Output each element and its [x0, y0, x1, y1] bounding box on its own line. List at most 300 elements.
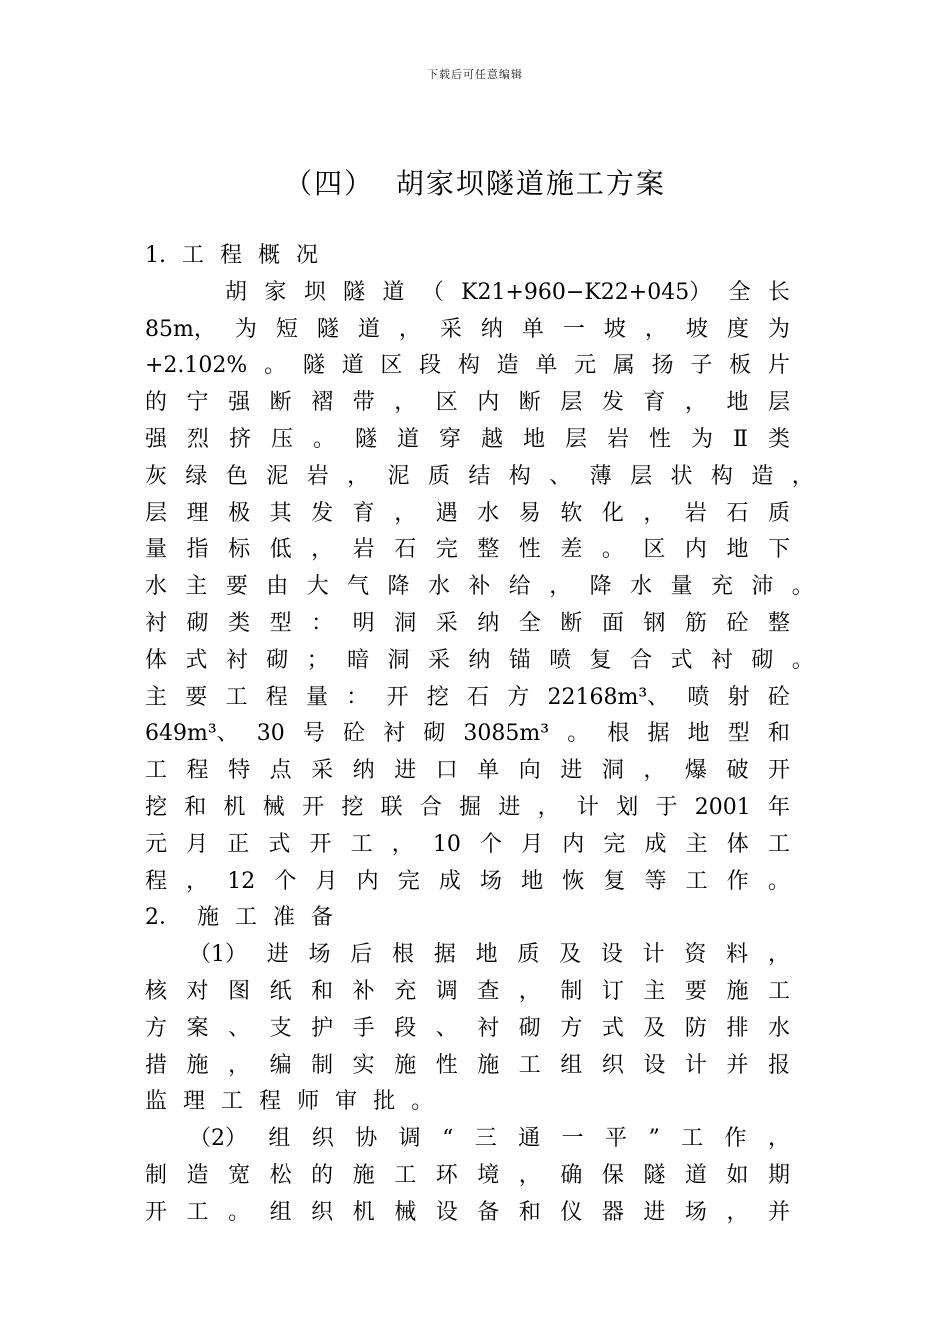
text-token: 带 [352, 390, 375, 416]
text-token: +2.102% [145, 353, 248, 379]
text-token: 岩 [306, 463, 329, 489]
text-line [145, 569, 814, 606]
text-token: 649m³、 [145, 721, 239, 747]
text-line [145, 716, 790, 753]
text-token: 地 [726, 537, 749, 563]
text-token: ， [549, 574, 572, 600]
text-token: ， [767, 942, 790, 968]
text-token: 机 [352, 1199, 375, 1225]
text-token: 织 [311, 1199, 334, 1225]
text-token: 衬 [710, 647, 733, 673]
text-token: 个 [479, 831, 502, 857]
text-line [145, 753, 790, 790]
text-token: 方 [507, 684, 530, 710]
text-token: 于 [655, 794, 678, 820]
text-token: 组 [268, 1126, 291, 1152]
text-token: 10 [432, 831, 461, 857]
text-token: 扬 [651, 353, 674, 379]
text-token: 核 [145, 978, 168, 1004]
text-token: 隧 [355, 426, 378, 452]
text-token: 喷 [687, 684, 710, 710]
text-token: 对 [186, 978, 209, 1004]
text-token: 造 [496, 353, 519, 379]
text-token: 式 [268, 831, 291, 857]
text-line [145, 1158, 790, 1195]
text-token: 锚 [508, 647, 531, 673]
text-token: 工 [394, 1162, 417, 1188]
text-token: 主 [685, 831, 708, 857]
text-token: 进 [394, 758, 417, 784]
text-token: 工 [225, 684, 248, 710]
text-token: 整 [477, 537, 500, 563]
text-line [145, 532, 790, 569]
text-token: 内 [562, 831, 585, 857]
text-line [145, 422, 790, 459]
text-token: 纳 [477, 610, 500, 636]
text-token: 大 [306, 574, 329, 600]
text-token: 面 [601, 610, 624, 636]
text-token: 织 [601, 1052, 624, 1078]
text-line [145, 1121, 790, 1158]
text-token: 断 [560, 610, 583, 636]
text-token: 主 [185, 574, 208, 600]
text-token: 主 [643, 978, 666, 1004]
text-token: 沛 [751, 574, 774, 600]
text-token: ， [394, 500, 417, 526]
text-token: 水 [767, 1015, 790, 1041]
text-token: 的 [145, 390, 168, 416]
text-token: 根 [392, 942, 415, 968]
text-token: 工 [186, 1199, 209, 1225]
text-token: 造 [186, 1162, 209, 1188]
text-token: 工 [145, 758, 168, 784]
text-token: 要 [684, 978, 707, 1004]
text-token: 调 [435, 978, 458, 1004]
text-token: 断 [269, 390, 292, 416]
text-token: 易 [518, 500, 541, 526]
text-line [145, 1048, 790, 1085]
text-token: 元 [574, 353, 597, 379]
text-token: 境 [477, 1162, 500, 1188]
text-token: 织 [311, 1126, 334, 1152]
text-token: 采 [435, 610, 458, 636]
text-token: 、 [549, 463, 572, 489]
text-token: 元 [145, 831, 168, 857]
text-token: 工 [767, 978, 790, 1004]
text-token: （2） [189, 1126, 247, 1152]
text-token: 单 [521, 316, 544, 342]
text-token: 个 [274, 868, 297, 894]
text-token: 降 [387, 574, 410, 600]
text-token: 砌 [423, 721, 446, 747]
text-token: 烈 [187, 426, 210, 452]
text-token: 层 [565, 426, 588, 452]
text-token: 隧 [643, 1162, 666, 1188]
text-token: 防 [684, 1015, 707, 1041]
text-token: 施 [197, 905, 220, 931]
text-token: 极 [228, 500, 251, 526]
text-line [145, 348, 790, 385]
text-token: 洞 [394, 610, 417, 636]
text-token: 准 [273, 905, 296, 931]
text-token: 复 [603, 868, 626, 894]
text-line [145, 1084, 790, 1121]
text-token: 开 [309, 831, 332, 857]
text-token: 。 [767, 868, 790, 894]
hanging-punctuation: 。 [791, 574, 814, 600]
text-token: 给 [508, 574, 531, 600]
text-token: 量 [670, 574, 693, 600]
text-token: 区 [435, 390, 458, 416]
text-token: 排 [726, 1015, 749, 1041]
text-token: 理 [183, 1089, 206, 1115]
text-token: ： [311, 610, 334, 636]
text-token: 一 [562, 316, 585, 342]
text-token: 石 [726, 500, 749, 526]
text-token: 质 [767, 500, 790, 526]
text-token: 洞 [387, 647, 410, 673]
text-token: 完 [603, 831, 626, 857]
text-token: 长 [767, 279, 790, 305]
text-line [145, 974, 790, 1011]
text-token: 色 [225, 463, 248, 489]
text-token: 构 [710, 463, 733, 489]
text-token: 支 [269, 1015, 292, 1041]
text-token: 备 [477, 1199, 500, 1225]
text-token: 手 [352, 1015, 375, 1041]
text-line [145, 459, 814, 496]
text-token: 岩 [684, 500, 707, 526]
text-token: 衬 [145, 610, 168, 636]
text-token: ， [518, 978, 541, 1004]
text-token: 30 [256, 721, 285, 747]
text-token: 进 [498, 794, 521, 820]
text-token: 如 [726, 1162, 749, 1188]
text-token: 型 [269, 610, 292, 636]
text-token: ； [306, 647, 329, 673]
text-token: 查 [477, 978, 500, 1004]
text-token: 3085m³ [463, 721, 550, 747]
text-token: 单 [477, 758, 500, 784]
text-token: 育 [352, 500, 375, 526]
text-token: ， [228, 1052, 251, 1078]
text-token: 砌 [186, 610, 209, 636]
text-token: 、 [435, 1015, 458, 1041]
text-token: 概 [258, 243, 281, 268]
text-token: 械 [262, 794, 285, 820]
text-token: Ⅱ [733, 426, 748, 452]
text-token: 号 [302, 721, 325, 747]
text-token: 整 [767, 610, 790, 636]
text-token: 特 [228, 758, 251, 784]
text-token: 施 [352, 1162, 375, 1188]
text-token: 组 [269, 1199, 292, 1225]
text-token: 地 [523, 426, 546, 452]
text-token: 喷 [549, 647, 572, 673]
text-token: 护 [311, 1015, 334, 1041]
text-token: 性 [649, 426, 672, 452]
text-token: 进 [560, 758, 583, 784]
text-token: （1） [189, 942, 247, 968]
text-token: 充 [394, 978, 417, 1004]
text-token: 由 [266, 574, 289, 600]
text-token: 结 [468, 463, 491, 489]
text-token: 正 [227, 831, 250, 857]
text-token: 发 [601, 390, 624, 416]
text-token: 类 [767, 426, 790, 452]
text-token: 育 [643, 390, 666, 416]
text-line [145, 606, 790, 643]
text-token: 属 [612, 353, 635, 379]
text-line [145, 238, 790, 275]
text-token: 。 [313, 426, 336, 452]
text-token: 其 [269, 500, 292, 526]
text-token: 道 [341, 353, 364, 379]
text-token: 区 [380, 353, 403, 379]
text-token: 隧 [302, 353, 325, 379]
text-token: 挖 [341, 794, 364, 820]
text-token: 明 [352, 610, 375, 636]
text-line [145, 1011, 790, 1048]
text-token: 水 [427, 574, 450, 600]
text-token: 遇 [435, 500, 458, 526]
text-token: 软 [560, 500, 583, 526]
text-token: 及 [559, 942, 582, 968]
text-token: 压 [271, 426, 294, 452]
text-token: 量 [306, 684, 329, 710]
text-token: 工 [350, 831, 373, 857]
text-token: 作 [724, 1126, 747, 1152]
text-token: 单 [535, 353, 558, 379]
text-token: 标 [228, 537, 251, 563]
text-token: 方 [145, 1015, 168, 1041]
text-token: 开 [145, 1199, 168, 1225]
text-token: 构 [457, 353, 480, 379]
text-token: 恢 [562, 868, 585, 894]
text-token: 主 [145, 684, 168, 710]
text-token: 内 [356, 868, 379, 894]
text-token: 程 [186, 758, 209, 784]
text-token: 钢 [643, 610, 666, 636]
text-token: 。 [411, 1089, 434, 1115]
text-token: 道 [684, 1162, 707, 1188]
text-token: 一 [561, 1126, 584, 1152]
text-token: 洞 [601, 758, 624, 784]
text-token: 性 [518, 537, 541, 563]
text-token: 宽 [228, 1162, 251, 1188]
text-token: 纸 [269, 978, 292, 1004]
text-token: 岩 [607, 426, 630, 452]
text-token: 褶 [311, 390, 334, 416]
text-token: 设 [643, 1052, 666, 1078]
text-token: 内 [477, 390, 500, 416]
text-token: 程 [265, 684, 288, 710]
text-token: 挖 [426, 684, 449, 710]
text-token: 砌 [518, 1015, 541, 1041]
text-token: 环 [435, 1162, 458, 1188]
text-token: 补 [468, 574, 491, 600]
text-token: 及 [643, 1015, 666, 1041]
text-token: 作 [726, 868, 749, 894]
text-token: 据 [433, 942, 456, 968]
text-token: 平 [605, 1126, 628, 1152]
text-token: 完 [397, 868, 420, 894]
text-token: 泥 [266, 463, 289, 489]
text-token: 层 [630, 463, 653, 489]
text-token: 岩 [352, 537, 375, 563]
document-body [145, 238, 814, 1232]
text-token: 联 [380, 794, 403, 820]
text-token: 施 [186, 1052, 209, 1078]
text-token: 组 [560, 1052, 583, 1078]
text-token: 2． [145, 905, 181, 931]
text-token: （ [421, 279, 444, 305]
text-token: 、 [228, 1015, 251, 1041]
text-token: 程 [145, 868, 168, 894]
text-token: ， [767, 1126, 790, 1152]
text-token: 机 [223, 794, 246, 820]
text-token: 1. [145, 243, 166, 268]
text-token: 段 [394, 1015, 417, 1041]
text-token: 计 [576, 794, 599, 820]
text-token: 松 [269, 1162, 292, 1188]
text-token: ， [186, 868, 209, 894]
text-token: 师 [297, 1089, 320, 1115]
text-token: 砌 [266, 647, 289, 673]
text-token: 要 [225, 574, 248, 600]
text-token: 2001 [694, 794, 751, 820]
text-token: 确 [560, 1162, 583, 1188]
text-token: 片 [767, 353, 790, 379]
text-token: 下 [767, 537, 790, 563]
text-token: 质 [517, 942, 540, 968]
text-token: ” [648, 1126, 660, 1152]
text-token: 理 [186, 500, 209, 526]
text-token: 差 [560, 537, 583, 563]
text-token: 的 [311, 1162, 334, 1188]
header-note: 下载后可任意编辑 [427, 68, 523, 81]
text-token: 水 [630, 574, 653, 600]
text-line [145, 275, 790, 312]
text-token: 。 [228, 1199, 251, 1225]
text-token: 向 [518, 758, 541, 784]
text-token: 合 [630, 647, 653, 673]
text-token: 泥 [387, 463, 410, 489]
text-token: 批 [373, 1089, 396, 1115]
text-token: 备 [311, 905, 334, 931]
text-token: 低 [269, 537, 292, 563]
text-token: 通 [518, 1126, 541, 1152]
text-token: 资 [684, 942, 707, 968]
text-token: 短 [275, 316, 298, 342]
text-token: 薄 [589, 463, 612, 489]
text-token: 。 [601, 537, 624, 563]
text-token: 订 [601, 978, 624, 1004]
text-token: 子 [690, 353, 713, 379]
text-token: 水 [145, 574, 168, 600]
text-token: 区 [643, 537, 666, 563]
text-token: 开 [767, 758, 790, 784]
text-token: 隧 [343, 279, 366, 305]
text-line [145, 864, 790, 901]
text-token: 进 [266, 942, 289, 968]
text-token: 成 [644, 831, 667, 857]
text-token: 板 [729, 353, 752, 379]
text-token: 道 [397, 426, 420, 452]
text-token: 要 [185, 684, 208, 710]
text-token: 程 [220, 243, 243, 268]
text-token: 工 [681, 1126, 704, 1152]
text-token: 地 [475, 942, 498, 968]
text-token: ， [398, 316, 421, 342]
text-token: 方 [560, 1015, 583, 1041]
text-token: 划 [616, 794, 639, 820]
text-token: 补 [352, 978, 375, 1004]
text-token: 掘 [459, 794, 482, 820]
text-token: 案 [186, 1015, 209, 1041]
text-token: 化 [601, 500, 624, 526]
text-token: 和 [311, 978, 334, 1004]
text-token: 层 [145, 500, 168, 526]
text-token: 施 [394, 1052, 417, 1078]
text-token: 计 [642, 942, 665, 968]
text-token: 料 [726, 942, 749, 968]
text-line [145, 937, 790, 974]
text-token: 纳 [480, 316, 503, 342]
text-token: ， [347, 463, 370, 489]
text-token: 月 [521, 831, 544, 857]
text-token: ， [311, 537, 334, 563]
text-token: 设 [600, 942, 623, 968]
text-token: 造 [751, 463, 774, 489]
text-token: 况 [296, 243, 319, 268]
text-token: 式 [670, 647, 693, 673]
text-token: 开 [386, 684, 409, 710]
text-token: 全 [518, 610, 541, 636]
text-token: 采 [427, 647, 450, 673]
text-token: 指 [186, 537, 209, 563]
text-token: 性 [435, 1052, 458, 1078]
text-token: 施 [477, 1052, 500, 1078]
text-token: 施 [726, 978, 749, 1004]
text-token: 地 [726, 390, 749, 416]
text-token: 质 [427, 463, 450, 489]
text-token: 穿 [439, 426, 462, 452]
text-token: 工 [221, 1089, 244, 1115]
text-token: 全 [728, 279, 751, 305]
text-token: 道 [357, 316, 380, 342]
text-token: 期 [767, 1162, 790, 1188]
text-token: 越 [481, 426, 504, 452]
text-token: 挖 [145, 794, 168, 820]
text-token: 构 [508, 463, 531, 489]
text-token: 充 [710, 574, 733, 600]
text-line [145, 312, 790, 349]
hanging-punctuation: ， [791, 463, 814, 489]
text-token: 衬 [383, 721, 406, 747]
text-token: 根 [607, 721, 630, 747]
text-token: 场 [479, 868, 502, 894]
text-token: 衬 [477, 1015, 500, 1041]
text-token: “ [442, 1126, 454, 1152]
text-line [145, 496, 790, 533]
text-token: 。 [567, 721, 590, 747]
text-token: 挤 [229, 426, 252, 452]
text-token: 开 [302, 794, 325, 820]
text-line [145, 900, 790, 937]
text-token: 水 [477, 500, 500, 526]
text-token: 等 [644, 868, 667, 894]
